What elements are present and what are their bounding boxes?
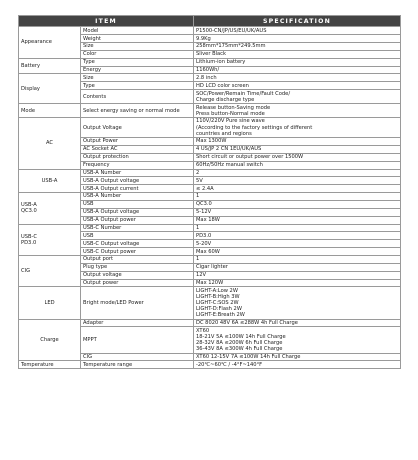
spec-cell: ≤ 2.4A — [194, 185, 401, 193]
category-cell: AC — [19, 118, 81, 169]
item-cell: USB-C Output power — [81, 248, 194, 256]
item-cell: Output Power — [81, 138, 194, 146]
item-cell: Output protection — [81, 153, 194, 161]
spec-cell: LIGHT-A:Low 2W LIGHT-B:High 3W LIGHT-C:SOS 2W LIGHT-D:Flash 2W LIGHT-E:Breath 2W — [194, 287, 401, 319]
spec-cell: 5-20V — [194, 240, 401, 248]
spec-cell: Sliver Black — [194, 50, 401, 58]
item-cell: Temperature range — [81, 361, 194, 369]
item-cell: MPPT — [81, 327, 194, 353]
table-row — [19, 255, 401, 263]
table-row — [19, 58, 401, 66]
item-cell: USB — [81, 200, 194, 208]
item-cell: Color — [81, 50, 194, 58]
spec-cell: Release button-Saving mode Press button-Normal mode — [194, 104, 401, 118]
spec-cell: XT60 18-21V 5A ≤100W 14h Full Charge 28-32V 8A ≤200W 6h Full Charge 36-43V 8A ≤300W 4h Full Charge — [194, 327, 401, 353]
spec-cell: 258mm*175mm*249.5mm — [194, 43, 401, 51]
table-row — [19, 169, 401, 177]
spec-cell: -20℃~60℃ / -4°F~140°F — [194, 361, 401, 369]
category-cell: USB-C PD3.0 — [19, 224, 81, 255]
spec-cell: 1160Wh/ — [194, 66, 401, 74]
spec-cell: Short circuit or output power over 1500W — [194, 153, 401, 161]
item-cell: Output Voltage — [81, 118, 194, 138]
item-cell: USB-A Number — [81, 193, 194, 201]
item-cell: Model — [81, 27, 194, 35]
table-row — [19, 224, 401, 232]
spec-cell: P1500-CN/JP/US/EU/UK/AUS — [194, 27, 401, 35]
spec-cell: 5-12V — [194, 208, 401, 216]
item-cell: USB-A Number — [81, 169, 194, 177]
category-cell: Charge — [19, 319, 81, 361]
spec-cell: DC 8020 48V 6A ≤288W 4h Full Charge — [194, 319, 401, 327]
item-cell: Select energy saving or normal mode — [81, 104, 194, 118]
category-cell: LED — [19, 287, 81, 319]
item-cell: Weight — [81, 35, 194, 43]
item-cell: USB-C Output voltage — [81, 240, 194, 248]
spec-cell: SOC/Power/Remain Time/Fault Code/ Charge discharge type — [194, 90, 401, 104]
item-cell: CIG — [81, 353, 194, 361]
spec-cell: 2 — [194, 169, 401, 177]
spec-cell: PD3.0 — [194, 232, 401, 240]
spec-cell: 5V — [194, 177, 401, 185]
item-cell: Adapter — [81, 319, 194, 327]
table-row — [19, 361, 401, 369]
spec-cell: 4 US/JP 2 CN 1EU/UK/AUS — [194, 145, 401, 153]
item-cell: USB-C Number — [81, 224, 194, 232]
spec-cell: 9.9Kg — [194, 35, 401, 43]
spec-cell: 1 — [194, 193, 401, 201]
table-row — [19, 27, 401, 35]
header-item: ITEM — [19, 16, 194, 27]
table-row — [19, 74, 401, 82]
category-cell: Mode — [19, 104, 81, 118]
spec-cell: 110V/220V Pure sine wave (According to the factory settings of different countries and regions — [194, 118, 401, 138]
spec-cell: QC3.0 — [194, 200, 401, 208]
item-cell: Bright mode/LED Power — [81, 287, 194, 319]
spec-cell: 2.8 inch — [194, 74, 401, 82]
spec-cell: 12V — [194, 271, 401, 279]
spec-table-header — [19, 16, 401, 27]
header-row — [19, 16, 401, 27]
spec-cell: HD LCD color screen — [194, 82, 401, 90]
category-cell: Display — [19, 74, 81, 104]
spec-cell: Cigar lighter — [194, 263, 401, 271]
item-cell: Type — [81, 82, 194, 90]
item-cell: Energy — [81, 66, 194, 74]
category-cell: Battery — [19, 58, 81, 74]
category-cell: Temperature — [19, 361, 81, 369]
spec-cell: Max 60W — [194, 248, 401, 256]
table-row — [19, 193, 401, 201]
category-cell: USB-A QC3.0 — [19, 193, 81, 224]
item-cell: AC Socket AC — [81, 145, 194, 153]
table-row — [19, 118, 401, 138]
item-cell: Plug type — [81, 263, 194, 271]
item-cell: Frequency — [81, 161, 194, 169]
item-cell: USB-A Output voltage — [81, 208, 194, 216]
spec-table — [18, 15, 401, 369]
spec-cell: XT60 12-15V 7A ≤100W 14h Full Charge — [194, 353, 401, 361]
table-row — [19, 287, 401, 319]
category-cell: Appearance — [19, 27, 81, 58]
item-cell: Output port — [81, 255, 194, 263]
spec-cell: Lithium-ion battery — [194, 58, 401, 66]
item-cell: Contents — [81, 90, 194, 104]
item-cell: Size — [81, 74, 194, 82]
item-cell: USB-A Output power — [81, 216, 194, 224]
header-specification: SPECIFICATION — [194, 16, 401, 27]
category-cell: USB-A — [19, 169, 81, 193]
item-cell: Output voltage — [81, 271, 194, 279]
spec-cell: 1 — [194, 224, 401, 232]
item-cell: USB-A Output current — [81, 185, 194, 193]
spec-cell: 60Hz/50Hz manual switch — [194, 161, 401, 169]
table-row — [19, 319, 401, 327]
spec-cell: Max 1300W — [194, 138, 401, 146]
spec-table-body — [19, 27, 401, 369]
item-cell: Size — [81, 43, 194, 51]
spec-cell: Max 18W — [194, 216, 401, 224]
item-cell: Type — [81, 58, 194, 66]
item-cell: USB — [81, 232, 194, 240]
category-cell: CIG — [19, 255, 81, 286]
spec-cell: 1 — [194, 255, 401, 263]
table-row — [19, 104, 401, 118]
item-cell: USB-A Output voltage — [81, 177, 194, 185]
item-cell: Output power — [81, 279, 194, 287]
spec-cell: Max 120W — [194, 279, 401, 287]
